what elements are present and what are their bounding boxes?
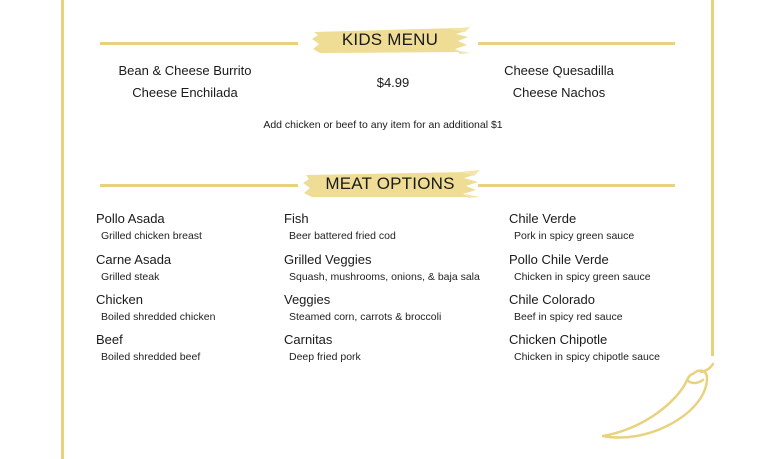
meat-item-name: Carnitas xyxy=(284,332,333,347)
meat-item-name: Chile Verde xyxy=(509,211,577,226)
meat-item-desc: Pork in spicy green sauce xyxy=(514,230,635,242)
meat-item-name: Chicken Chipotle xyxy=(509,332,608,347)
meat-item-name: Chile Colorado xyxy=(509,292,595,307)
kids-price: $4.99 xyxy=(376,75,410,90)
meat-item-desc: Chicken in spicy chipotle sauce xyxy=(514,351,660,363)
meat-item-desc: Grilled chicken breast xyxy=(101,230,202,242)
meat-item-desc: Beef in spicy red sauce xyxy=(514,311,623,323)
meat-item xyxy=(284,252,480,284)
meat-item-desc: Beer battered fried cod xyxy=(289,230,396,242)
meat-item-name: Fish xyxy=(284,211,309,226)
meat-item xyxy=(96,252,171,284)
chili-pepper-icon xyxy=(595,356,720,446)
meat-rule-left xyxy=(100,184,298,187)
meat-item xyxy=(284,332,361,364)
meat-rule-right xyxy=(478,184,675,187)
kids-item-left-1: Bean & Cheese Burrito xyxy=(118,63,252,78)
meat-item-name: Beef xyxy=(96,332,123,347)
meat-item xyxy=(96,292,215,324)
meat-options-title: MEAT OPTIONS xyxy=(325,174,455,193)
meat-item xyxy=(509,211,634,243)
meat-item-desc: Grilled steak xyxy=(101,271,160,283)
meat-item-name: Carne Asada xyxy=(96,252,172,267)
meat-item-desc: Steamed corn, carrots & broccoli xyxy=(289,311,442,323)
meat-options-heading xyxy=(300,169,480,199)
meat-item xyxy=(96,211,202,243)
meat-item-name: Chicken xyxy=(96,292,143,307)
meat-item xyxy=(96,332,200,364)
meat-item xyxy=(284,211,396,243)
kids-item-left-2: Cheese Enchilada xyxy=(132,85,238,100)
meat-item-name: Veggies xyxy=(284,292,331,307)
kids-menu-heading xyxy=(310,25,470,55)
meat-item-desc: Boiled shredded chicken xyxy=(101,311,216,323)
kids-menu-title: KIDS MENU xyxy=(341,30,439,49)
meat-item xyxy=(509,292,623,324)
kids-item-right-1: Cheese Quesadilla xyxy=(504,63,614,78)
meat-item-name: Pollo Chile Verde xyxy=(509,252,609,267)
kids-note: Add chicken or beef to any item for an additional $1 xyxy=(263,119,503,131)
meat-item xyxy=(284,292,441,324)
kids-rule-left xyxy=(100,42,298,45)
kids-rule-right xyxy=(478,42,675,45)
left-border-line xyxy=(61,0,64,459)
right-border-line xyxy=(711,0,714,356)
meat-item-desc: Deep fried pork xyxy=(289,351,361,363)
meat-item-desc: Squash, mushrooms, onions, & baja sala xyxy=(289,271,480,283)
meat-item xyxy=(509,252,651,284)
meat-item-desc: Chicken in spicy green sauce xyxy=(514,271,651,283)
meat-item-desc: Boiled shredded beef xyxy=(101,351,201,363)
kids-item-right-2: Cheese Nachos xyxy=(512,85,606,100)
meat-item-name: Grilled Veggies xyxy=(284,252,372,267)
meat-item-name: Pollo Asada xyxy=(96,211,165,226)
